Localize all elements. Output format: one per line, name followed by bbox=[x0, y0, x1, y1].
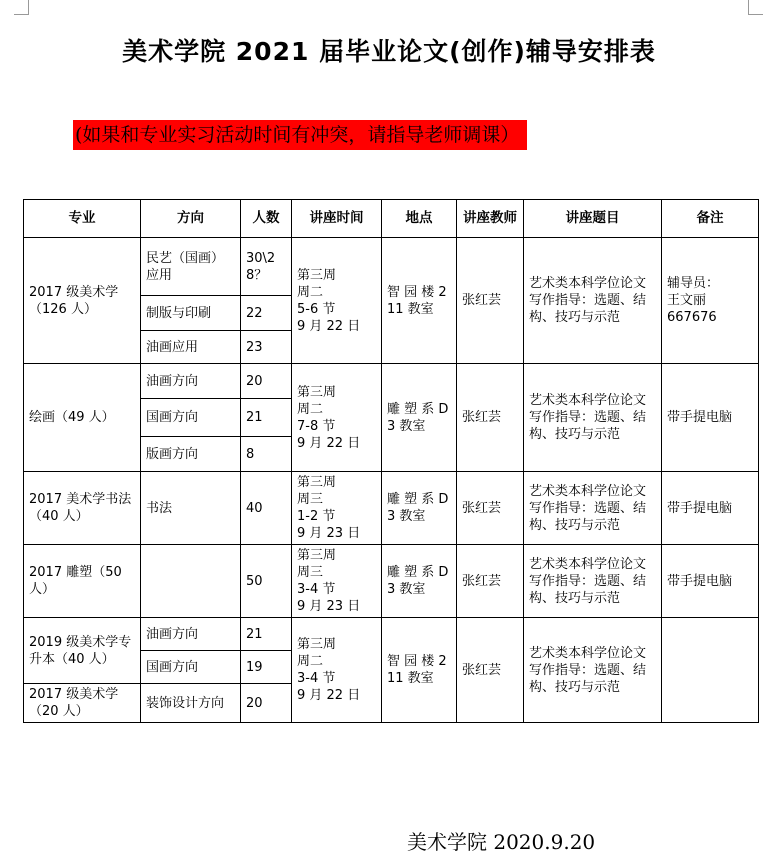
teacher-cell: 张红芸 bbox=[457, 618, 524, 723]
topic-cell: 艺术类本科学位论文写作指导：选题、结构、技巧与示范 bbox=[524, 364, 662, 472]
table-row bbox=[24, 618, 759, 651]
header-direction: 方向 bbox=[141, 200, 241, 238]
major-cell: 绘画（49 人） bbox=[24, 364, 141, 472]
time-week: 第三周 bbox=[297, 267, 337, 283]
direction-cell: 民艺（国画）应用 bbox=[141, 238, 241, 296]
time-date: 9 月 23 日 bbox=[297, 599, 361, 614]
teacher-cell: 张红芸 bbox=[457, 238, 524, 364]
time-cell bbox=[292, 545, 382, 618]
time-cell bbox=[292, 364, 382, 472]
time-day: 周三 bbox=[297, 565, 324, 580]
major-cell: 2017 美术学书法（40 人） bbox=[24, 472, 141, 545]
topic-cell: 艺术类本科学位论文写作指导：选题、结构、技巧与示范 bbox=[524, 545, 662, 618]
direction-cell: 油画方向 bbox=[141, 364, 241, 399]
count-cell: 21 bbox=[241, 618, 292, 651]
teacher-cell: 张红芸 bbox=[457, 364, 524, 472]
header-time: 讲座时间 bbox=[292, 200, 382, 238]
time-day: 周二 bbox=[297, 401, 324, 417]
time-day: 周二 bbox=[297, 654, 324, 669]
major-cell: 2017 级美术学（126 人） bbox=[24, 238, 141, 364]
remark-cell: 带手提电脑 bbox=[662, 472, 759, 545]
place-cell: 雕 塑 系 D3 教室 bbox=[382, 364, 457, 472]
time-cell bbox=[292, 618, 382, 723]
major-cell: 2019 级美术学专升本（40 人） bbox=[24, 618, 141, 684]
teacher-cell: 张红芸 bbox=[457, 545, 524, 618]
time-period: 5-6 节 bbox=[297, 301, 336, 317]
topic-cell: 艺术类本科学位论文写作指导：选题、结构、技巧与示范 bbox=[524, 238, 662, 364]
time-cell bbox=[292, 472, 382, 545]
place-cell: 智 园 楼 211 教室 bbox=[382, 238, 457, 364]
time-period: 3-4 节 bbox=[297, 582, 336, 597]
teacher-cell: 张红芸 bbox=[457, 472, 524, 545]
time-week: 第三周 bbox=[297, 548, 337, 563]
header-remark: 备注 bbox=[662, 200, 759, 238]
time-date: 9 月 22 日 bbox=[297, 435, 361, 451]
count-cell: 20 bbox=[241, 684, 292, 723]
count-cell: 21 bbox=[241, 399, 292, 437]
header-topic: 讲座题目 bbox=[524, 200, 662, 238]
page-corner-mark-left bbox=[14, 0, 29, 15]
topic-cell: 艺术类本科学位论文写作指导：选题、结构、技巧与示范 bbox=[524, 472, 662, 545]
topic-cell: 艺术类本科学位论文写作指导：选题、结构、技巧与示范 bbox=[524, 618, 662, 723]
place-cell: 雕 塑 系 D3 教室 bbox=[382, 472, 457, 545]
signature-date: 美术学院 2020.9.20 bbox=[407, 830, 596, 854]
time-day: 周三 bbox=[297, 492, 324, 507]
count-cell: 30\28？ bbox=[241, 238, 292, 296]
direction-cell: 国画方向 bbox=[141, 399, 241, 437]
remark-line: 王文丽 bbox=[667, 293, 707, 308]
major-cell: 2017 级美术学（20 人） bbox=[24, 684, 141, 723]
highlighted-notice: (如果和专业实习活动时间有冲突，请指导老师调课） bbox=[73, 120, 527, 150]
header-teacher: 讲座教师 bbox=[457, 200, 524, 238]
table-row bbox=[24, 545, 759, 618]
time-week: 第三周 bbox=[297, 475, 337, 490]
header-count: 人数 bbox=[241, 200, 292, 238]
time-period: 1-2 节 bbox=[297, 509, 336, 524]
remark-cell: 带手提电脑 bbox=[662, 545, 759, 618]
count-cell: 19 bbox=[241, 651, 292, 684]
time-period: 7-8 节 bbox=[297, 418, 336, 434]
page-corner-mark-right bbox=[748, 0, 763, 15]
place-cell: 智 园 楼 211 教室 bbox=[382, 618, 457, 723]
count-cell: 20 bbox=[241, 364, 292, 399]
table-row bbox=[24, 472, 759, 545]
table-row bbox=[24, 238, 759, 296]
time-date: 9 月 22 日 bbox=[297, 318, 361, 334]
table-row bbox=[24, 364, 759, 399]
remark-cell bbox=[662, 618, 759, 723]
major-cell: 2017 雕塑（50 人） bbox=[24, 545, 141, 618]
direction-cell: 书法 bbox=[141, 472, 241, 545]
remark-cell bbox=[662, 238, 759, 364]
direction-cell bbox=[141, 545, 241, 618]
time-day: 周二 bbox=[297, 284, 324, 300]
count-cell: 50 bbox=[241, 545, 292, 618]
direction-cell: 国画方向 bbox=[141, 651, 241, 684]
header-place: 地点 bbox=[382, 200, 457, 238]
document-title: 美术学院 2021 届毕业论文(创作)辅导安排表 bbox=[122, 37, 656, 66]
time-date: 9 月 23 日 bbox=[297, 526, 361, 541]
count-cell: 8 bbox=[241, 437, 292, 472]
direction-cell: 制版与印刷 bbox=[141, 296, 241, 331]
remark-line: 辅导员： bbox=[667, 276, 720, 291]
count-cell: 40 bbox=[241, 472, 292, 545]
schedule-table bbox=[23, 199, 759, 723]
remark-cell: 带手提电脑 bbox=[662, 364, 759, 472]
time-week: 第三周 bbox=[297, 384, 337, 400]
count-cell: 23 bbox=[241, 331, 292, 364]
direction-cell: 油画方向 bbox=[141, 618, 241, 651]
time-week: 第三周 bbox=[297, 637, 337, 652]
place-cell: 雕 塑 系 D3 教室 bbox=[382, 545, 457, 618]
direction-cell: 油画应用 bbox=[141, 331, 241, 364]
time-cell bbox=[292, 238, 382, 364]
header-major: 专业 bbox=[24, 200, 141, 238]
time-date: 9 月 22 日 bbox=[297, 688, 361, 703]
remark-line: 667676 bbox=[667, 310, 717, 325]
table-header-row bbox=[24, 200, 759, 238]
time-period: 3-4 节 bbox=[297, 671, 336, 686]
count-cell: 22 bbox=[241, 296, 292, 331]
direction-cell: 装饰设计方向 bbox=[141, 684, 241, 723]
direction-cell: 版画方向 bbox=[141, 437, 241, 472]
